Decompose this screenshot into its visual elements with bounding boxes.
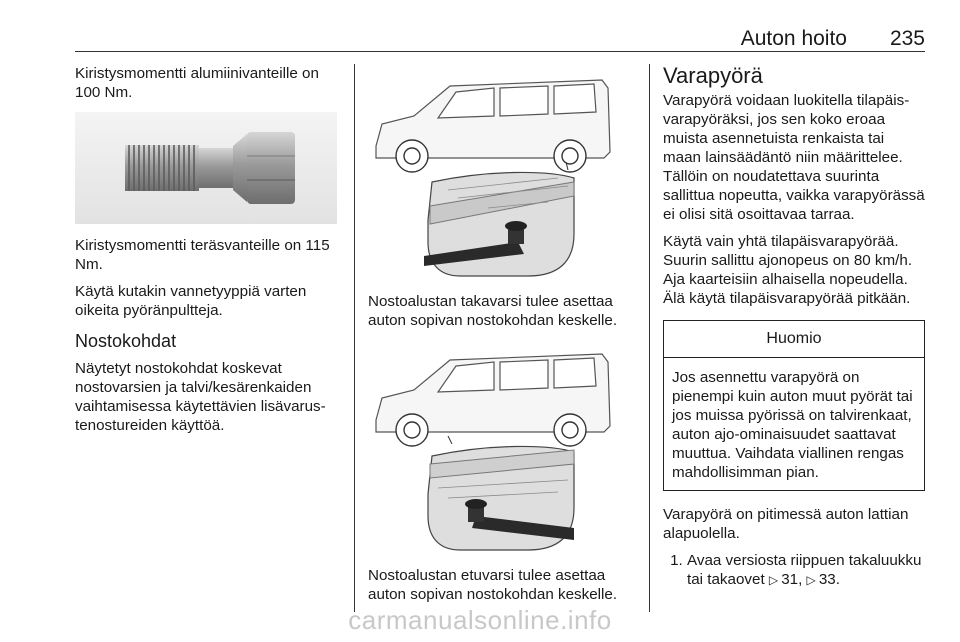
column-2 <box>368 64 638 612</box>
wheel-bolt-illustration <box>75 112 337 224</box>
lifting-points-heading: Nostokohdat <box>75 331 177 351</box>
caution-note-body: Jos asennettu varapyörä on pienempi kuin auton muut pyörät tai jos muissa pyörissä on talvirenkaat, auton ajo-ominaisuudet saattavat muuttua. Vaihdata viallinen rengas mahdollisimman pian. <box>672 369 913 481</box>
lifting-points-text: Näytetyt nostokohdat koskevat nostovarsien ja talvi/kesärenkaiden vaihtamisessa käytettävien lisävarustenostureiden käyttöä. <box>75 360 326 434</box>
front-lift-point-illustration <box>368 340 632 554</box>
page-header <box>75 24 925 52</box>
spare-wheel-heading: Varapyörä <box>663 63 763 88</box>
column-1 <box>75 64 345 443</box>
bolt-type-text: Käytä kutakin vannetyyppiä varten oikeita pyöränpultteja. <box>75 283 307 319</box>
rear-lift-point-illustration <box>368 66 632 280</box>
arrow-reference-icon: ▷ <box>768 573 779 587</box>
arrow-reference-icon: ▷ <box>806 573 816 587</box>
front-arm-caption: Nostoalustan etuvarsi tulee asettaa auton sopivan nostokohdan keskelle. <box>368 567 618 603</box>
spare-wheel-text-1: Varapyörä voidaan luokitella tilapäisvarapyöräksi, jos sen koko eroaa muista asennetuista renkaista tai maan lainsäädäntö niin määrittelee. Tällöin on noudatettava suurinta sallittua nopeutta, vaikka varapyörässä ei olisi sitä osoittavaa tarraa. <box>663 92 925 223</box>
rear-arm-caption: Nostoalustan takavarsi tulee asettaa auton sopivan nostokohdan keskelle. <box>368 293 618 329</box>
column-divider-2 <box>649 64 650 612</box>
column-3 <box>663 64 925 590</box>
spare-wheel-text-2: Käytä vain yhtä tilapäisvarapyörää. Suurin sallittu ajonopeus on 80 km/h. Aja kaarteisiin alhaisella nopeudella. Älä käytä tilapäisvarapyörää pitkään. <box>663 233 913 307</box>
header-rule <box>75 51 925 52</box>
page-ref-link-31[interactable]: 31 <box>781 571 799 588</box>
column-divider-1 <box>354 64 355 612</box>
caution-note-title: Huomio <box>664 321 924 358</box>
steps-list <box>663 551 925 590</box>
page-ref-link-33[interactable]: 33 <box>818 571 836 588</box>
watermark: carmanualsonline.info <box>348 605 612 635</box>
page-number: 235 <box>889 27 925 50</box>
caution-note <box>663 320 925 491</box>
torque-alu-text: Kiristysmomentti alumiinivanteille on 100 Nm. <box>75 65 319 101</box>
torque-steel-text: Kiristysmomentti teräsvanteille on 115 Nm. <box>75 237 330 273</box>
spare-wheel-location-text: Varapyörä on pitimessä auton lattian alapuolella. <box>663 506 909 542</box>
section-title: Auton hoito <box>740 27 847 50</box>
list-item: 1. Avaa versiosta riippuen takaluukku tai takaovet ▷ 31, ▷ 33. <box>687 551 925 590</box>
